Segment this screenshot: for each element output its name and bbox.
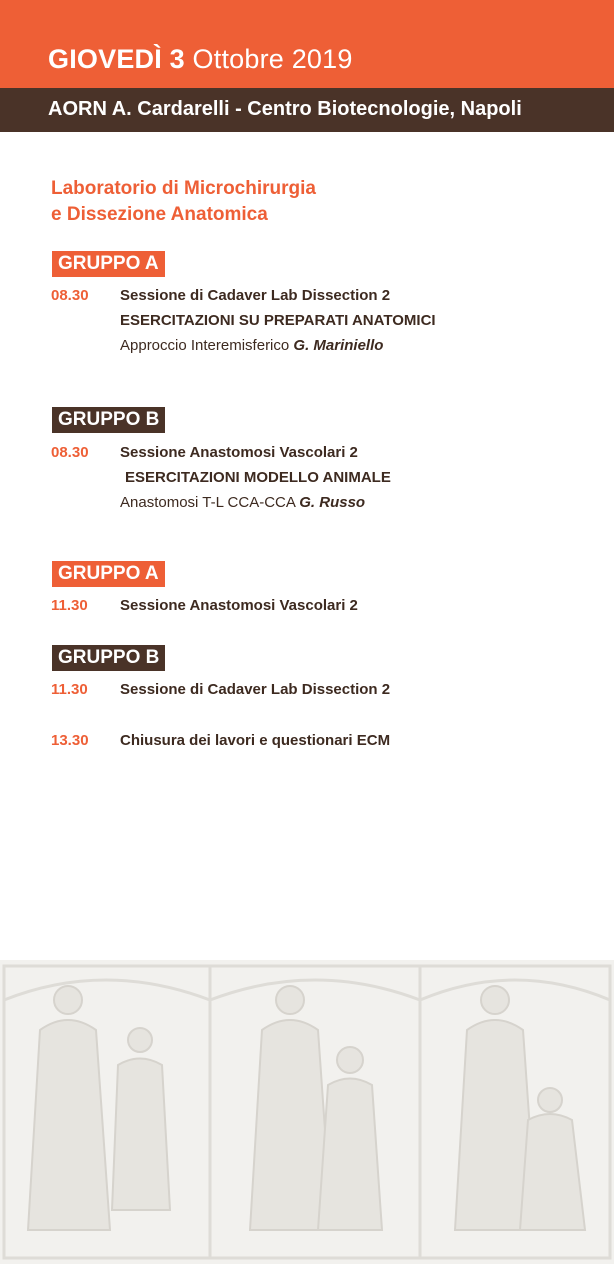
date-heading (48, 44, 353, 75)
header-bar (0, 0, 614, 88)
session-subtitle: ESERCITAZIONI MODELLO ANIMALE (125, 469, 391, 486)
session-time: 08.30 (51, 444, 89, 461)
session-title: Sessione di Cadaver Lab Dissection 2 (120, 681, 391, 698)
venue-label: AORN A. Cardarelli - Centro Biotecnologie, Napoli (48, 98, 522, 120)
session-time: 08.30 (51, 287, 89, 304)
session-title: Sessione Anastomosi Vascolari 2 (120, 444, 358, 461)
session-time: 11.30 (51, 597, 88, 614)
session-title: Sessione Anastomosi Vascolari 2 (120, 597, 358, 614)
illustration-drawing (0, 960, 614, 1264)
session-title: Chiusura dei lavori e questionari ECM (120, 732, 391, 749)
session-subtitle: ESERCITAZIONI SU PREPARATI ANATOMICI (120, 312, 436, 329)
session-time: 13.30 (51, 732, 89, 749)
group-badge-a: GRUPPO A (52, 561, 165, 587)
session-speaker: G. Russo (299, 494, 366, 511)
section-title (51, 176, 451, 228)
session-speaker: G. Mariniello (293, 337, 384, 354)
session-title: Sessione di Cadaver Lab Dissection 2 (120, 287, 391, 304)
venue-bar (0, 88, 614, 132)
group-badge-b: GRUPPO B (52, 407, 165, 433)
group-badge-a: GRUPPO A (52, 251, 165, 277)
medieval-surgery-illustration (0, 960, 614, 1264)
session-detail (120, 494, 365, 511)
group-badge-b: GRUPPO B (52, 645, 165, 671)
month-year-label: Ottobre 2019 (192, 44, 353, 74)
session-topic: Anastomosi T-L CCA-CCA (120, 494, 296, 511)
section-title-line2: e Dissezione Anatomica (51, 204, 268, 225)
session-time: 11.30 (51, 681, 88, 698)
section-title-line1: Laboratorio di Microchirurgia (51, 178, 316, 199)
day-label: GIOVEDÌ 3 (48, 44, 185, 74)
session-detail (120, 337, 383, 354)
session-topic: Approccio Interemisferico (120, 337, 290, 354)
